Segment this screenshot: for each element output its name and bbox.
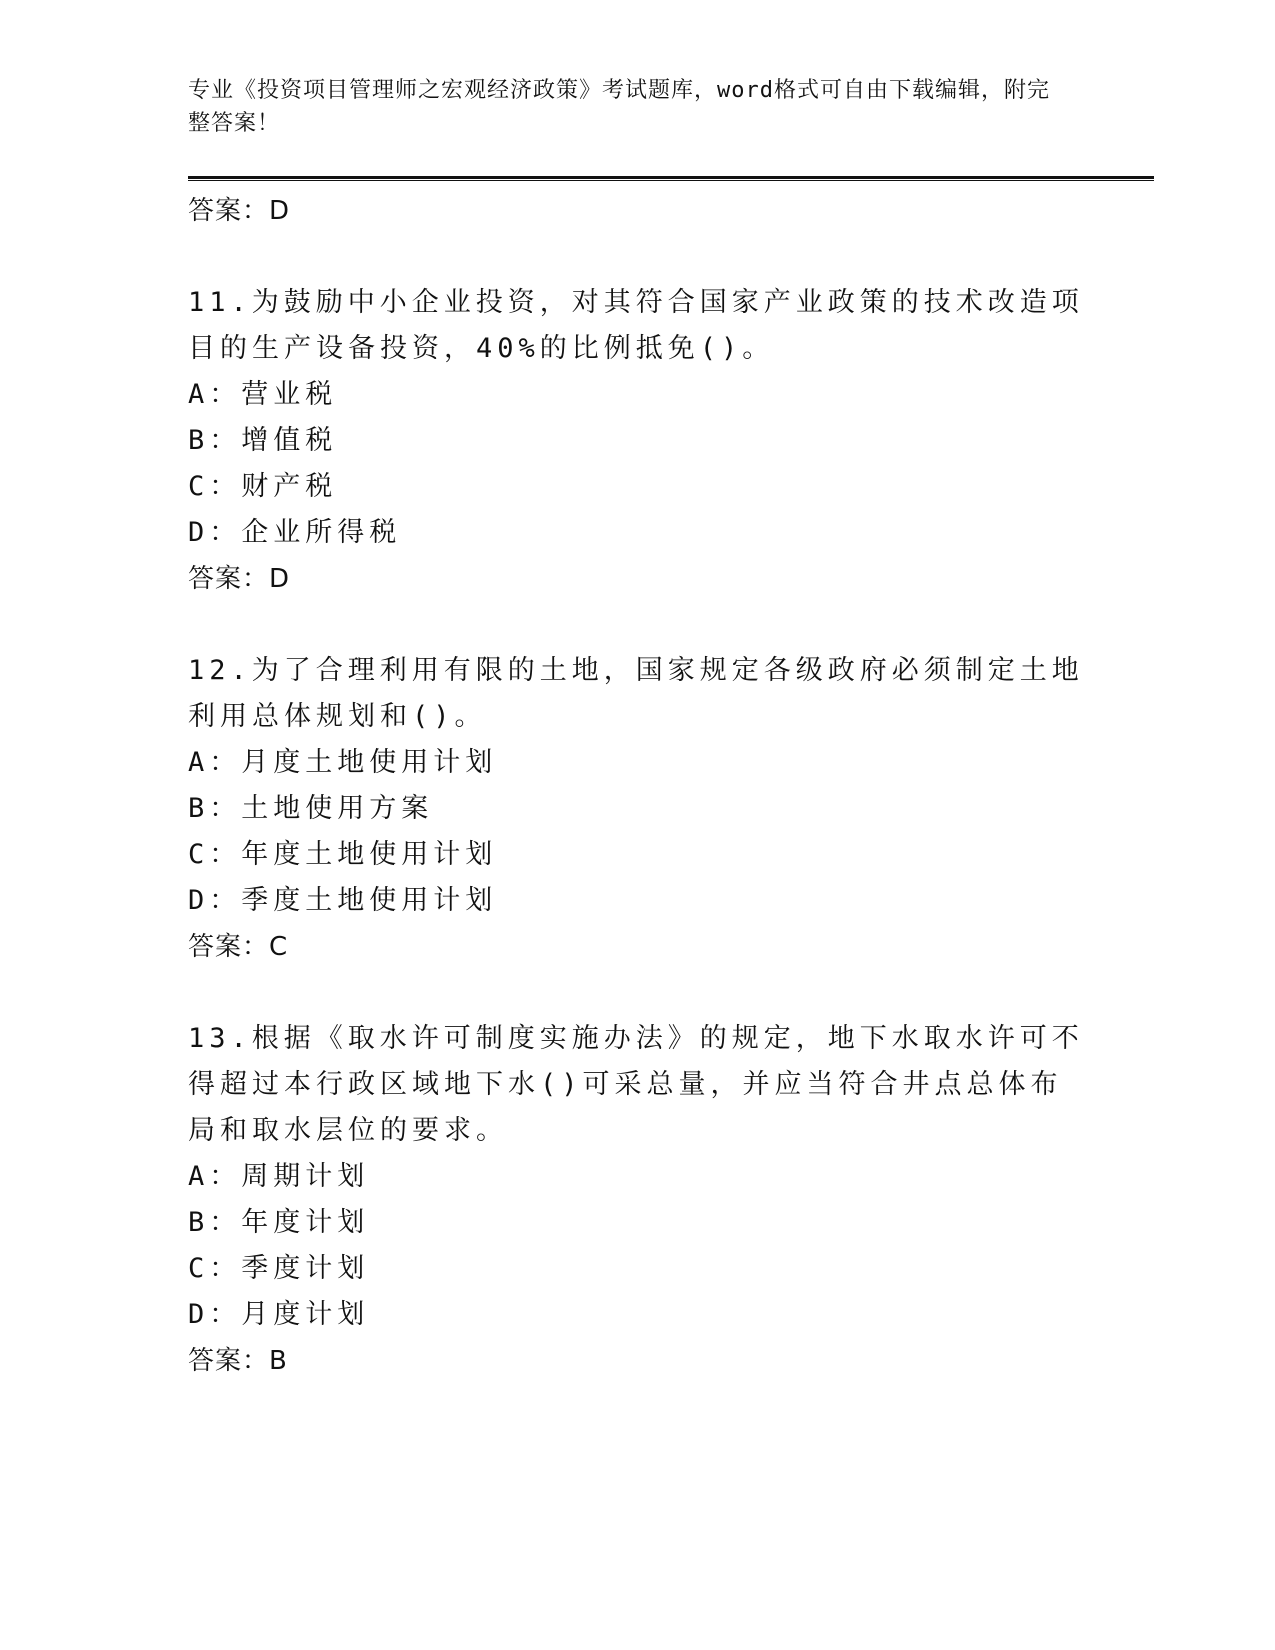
option-c: C：财产税 (188, 471, 338, 502)
question-answer: 答案：D (188, 564, 291, 594)
question-stem: 13.根据《取水许可制度实施办法》的规定，地下水取水许可不得超过本行政区域地下水()可采总量，并应当符合井点总体布局和取水层位的要求。 (188, 1023, 1084, 1146)
option-d: D：月度计划 (188, 1299, 370, 1330)
option-a: A：月度土地使用计划 (188, 747, 498, 778)
option-b: B：土地使用方案 (188, 793, 434, 824)
option-d: D：企业所得税 (188, 517, 402, 548)
question-list (188, 188, 1088, 1384)
option-a: A：周期计划 (188, 1161, 370, 1192)
document-intro: 专业《投资项目管理师之宏观经济政策》考试题库，word格式可自由下载编辑，附完整答案！ (188, 78, 1050, 136)
option-c: C：季度计划 (188, 1253, 370, 1284)
question-answer: 答案：B (188, 1346, 288, 1376)
option-b: B：年度计划 (188, 1207, 370, 1238)
question-13 (188, 1016, 1088, 1384)
question-stem: 12.为了合理利用有限的土地，国家规定各级政府必须制定土地利用总体规划和()。 (188, 655, 1084, 732)
header-divider (188, 176, 1154, 181)
option-d: D：季度土地使用计划 (188, 885, 498, 916)
question-answer: 答案：C (188, 932, 289, 962)
option-b: B：增值税 (188, 425, 338, 456)
option-a: A：营业税 (188, 379, 338, 410)
question-12 (188, 648, 1088, 970)
previous-answer: 答案：D (188, 196, 291, 226)
question-11 (188, 280, 1088, 602)
question-stem: 11.为鼓励中小企业投资，对其符合国家产业政策的技术改造项目的生产设备投资，40%的比例抵免()。 (188, 287, 1084, 364)
option-c: C：年度土地使用计划 (188, 839, 498, 870)
